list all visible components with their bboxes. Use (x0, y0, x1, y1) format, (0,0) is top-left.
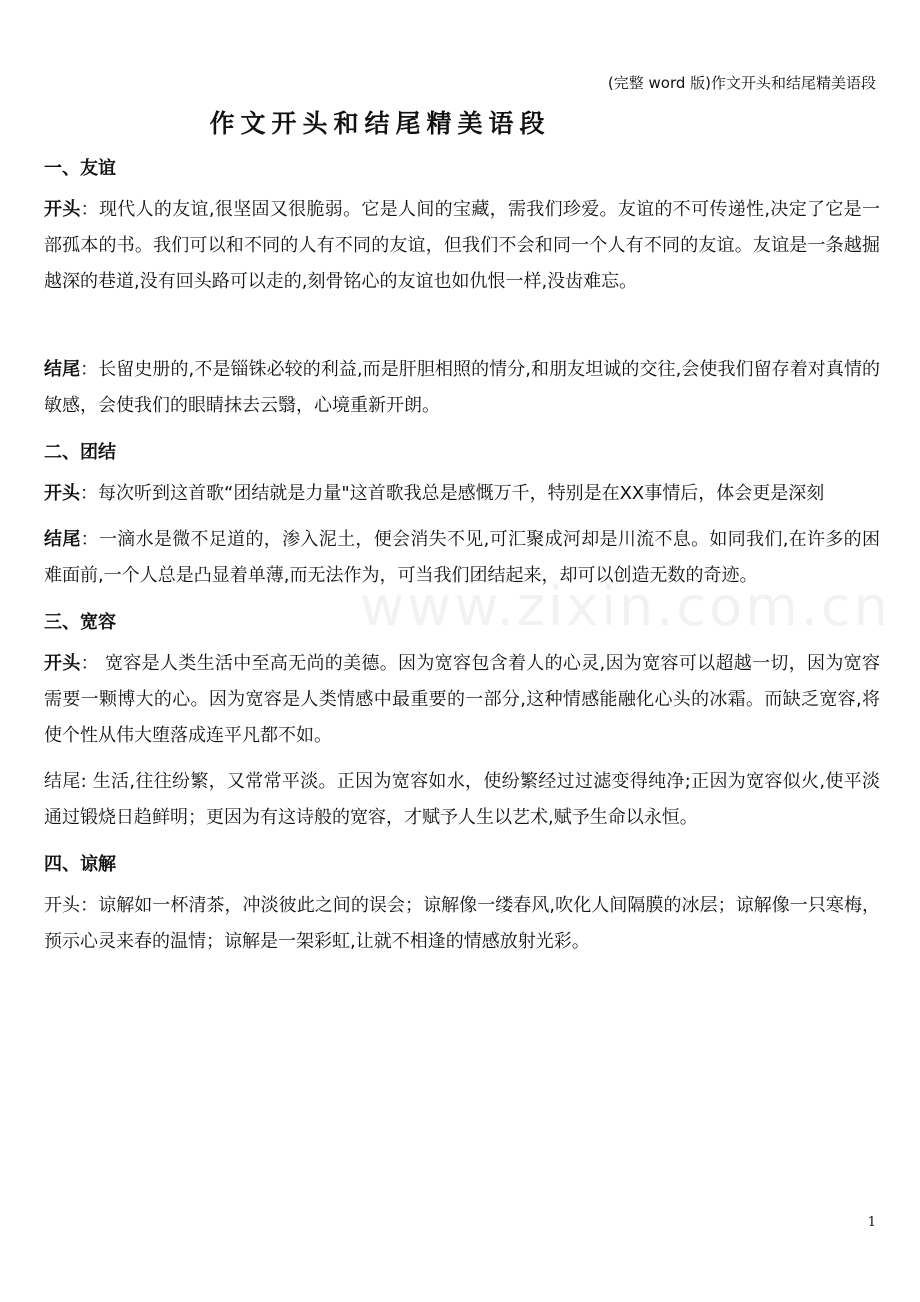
paragraph-understanding-opening (44, 888, 880, 960)
paragraph-tolerance-opening (44, 646, 880, 754)
paragraph-text: ：长留史册的,不是锱铢必较的利益,而是肝胆相照的情分,和朋友坦诚的交往,会使我们留存着对真情的敏感，会使我们的眼睛抹去云翳，心境重新开朗。 (44, 359, 881, 416)
page-number: 1 (867, 1215, 876, 1230)
watermark: www.zixin.com.cn (360, 575, 891, 638)
paragraph-friendship-opening (44, 192, 880, 300)
paragraph-label: 开头 (44, 895, 81, 916)
paragraph-label: 开头 (44, 199, 81, 220)
document-body (44, 150, 880, 970)
paragraph-label: 开头 (44, 653, 81, 674)
paragraph-friendship-ending (44, 352, 880, 424)
paragraph-unity-opening (44, 476, 880, 512)
section-heading-understanding: 四、谅解 (44, 854, 116, 875)
paragraph-unity-ending (44, 522, 880, 594)
paragraph-label: 结尾 (44, 771, 81, 792)
paragraph-text: ：谅解如一杯清茶，冲淡彼此之间的误会；谅解像一缕春风,吹化人间隔膜的冰层；谅解像一只寒梅，预示心灵来春的温情；谅解是一架彩虹,让就不相逢的情感放射光彩。 (44, 895, 881, 952)
paragraph-tolerance-ending (44, 764, 880, 836)
paragraph-text: ：每次听到这首歌“团结就是力量"这首歌我总是感慨万千，特别是在XX事情后，体会更是深刻 (80, 483, 825, 504)
document-title: 作文开头和结尾精美语段 (209, 109, 551, 138)
paragraph-label: 开头 (44, 483, 80, 504)
paragraph-text: ：现代人的友谊,很坚固又很脆弱。它是人间的宝藏，需我们珍爱。友谊的不可传递性,决定了它是一部孤本的书。我们可以和不同的人有不同的友谊，但我们不会和同一个人有不同的友谊。友谊是一条越掘越深的巷道,没有回头路可以走的,刻骨铭心的友谊也如仇恨一样,没齿难忘。 (44, 199, 880, 292)
paragraph-text: ：一滴水是微不足道的，渗入泥土，便会消失不见,可汇聚成河却是川流不息。如同我们,在许多的困难面前,一个人总是凸显着单薄,而无法作为，可当我们团结起来，却可以创造无数的奇迹。 (44, 529, 880, 586)
paragraph-spacer (44, 310, 880, 352)
section-heading-unity: 二、团结 (44, 442, 116, 463)
paragraph-text: : 生活,往往纷繁，又常常平淡。正因为宽容如水，使纷繁经过过滤变得纯净;正因为宽容似火,使平淡通过锻烧日趋鲜明；更因为有这诗般的宽容，才赋予人生以艺术,赋予生命以永恒。 (44, 771, 881, 828)
paragraph-label: 结尾 (44, 529, 81, 550)
section-heading-friendship: 一、友谊 (44, 158, 116, 179)
page-header: (完整 word 版)作文开头和结尾精美语段 (607, 74, 876, 92)
section-heading-tolerance: 三、宽容 (44, 612, 116, 633)
paragraph-label: 结尾 (44, 359, 81, 380)
paragraph-text: ： 宽容是人类生活中至高无尚的美德。因为宽容包含着人的心灵,因为宽容可以超越一切，因为宽容需要一颗博大的心。因为宽容是人类情感中最重要的一部分,这种情感能融化心头的冰霜。而缺乏宽容,将使个性从伟大堕落成连平凡都不如。 (44, 653, 880, 746)
